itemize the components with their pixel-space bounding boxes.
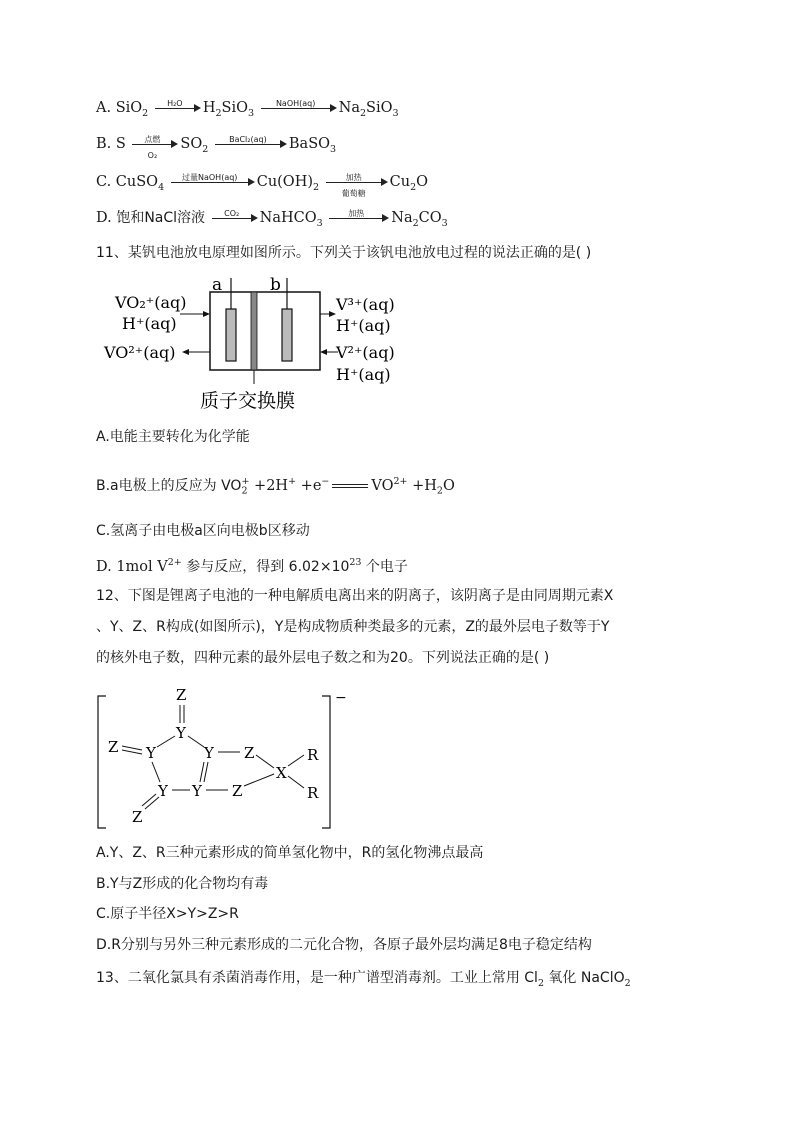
electrode-a-label: a <box>212 275 223 295</box>
reaction-arrow: CO₂ <box>212 208 258 228</box>
right-outlet-proton: H⁺(aq) <box>336 316 391 335</box>
atom-y-left: Y <box>146 744 156 762</box>
q11-option-a: A.电能主要转化为化学能 <box>96 429 250 445</box>
q11-option-d: D. 1mol $V^{2+}$ 参与反应，得到 $6.02\times 10^{23}$ 个电子 <box>96 557 408 575</box>
reaction-arrow: NaOH(aq) <box>261 98 337 118</box>
vanadium-battery-diagram <box>100 272 400 417</box>
atom-z-bottom: Z <box>132 808 143 826</box>
q13-stem: 13、二氧化氯具有杀菌消毒作用，是一种广谱型消毒剂。工业上常用 $Cl_2$ 氧化 NaClO$_2$ <box>96 970 631 989</box>
q12-option-c: C.原子半径X>Y>Z>R <box>96 906 239 922</box>
charge-label: − <box>335 690 347 706</box>
q12-stem-line1: 12、下图是锂离子电池的一种电解质电离出来的阴离子，该阴离子是由同周期元素X <box>96 588 614 604</box>
reaction-arrow: 点燃 O₂ <box>132 134 178 154</box>
q12-option-a: A.Y、Z、R三种元素形成的简单氢化物中，R的氢化物沸点最高 <box>96 845 484 861</box>
q11-option-c: C.氢离子由电极a区向电极b区移动 <box>96 523 310 539</box>
atom-r-top: R <box>307 746 319 764</box>
q10-option-a: A. SiO$_2$ H₂O $H_2SiO_3$ NaOH(aq) $Na_2SiO_3$ <box>96 99 399 119</box>
q10-option-c: C. CuSO$_4$ 过量NaOH(aq) $Cu(OH)_2$ 加热 葡萄糖 $Cu_2O$ <box>96 173 429 198</box>
right-inlet-species: V²⁺(aq) <box>336 343 395 362</box>
reaction-arrow: 加热 葡萄糖 <box>326 172 388 192</box>
atom-y-right: Y <box>204 744 214 762</box>
atom-x: X <box>276 764 287 782</box>
q12-stem-line2: 、Y、Z、R构成(如图所示)，Y是构成物质种类最多的元素，Z的最外层电子数等于Y <box>96 619 610 635</box>
reaction-arrow: H₂O <box>155 98 201 118</box>
atom-z-upper: Z <box>244 744 255 762</box>
atom-z-left: Z <box>108 738 119 756</box>
atom-z-lower: Z <box>232 782 243 800</box>
reaction-arrow: 过量NaOH(aq) <box>171 172 255 192</box>
atom-y-bottom-left: Y <box>158 782 168 800</box>
left-inlet-species: VO₂⁺(aq) <box>115 293 187 312</box>
reaction-arrow: BaCl₂(aq) <box>215 134 287 154</box>
right-inlet-proton: H⁺(aq) <box>336 365 391 384</box>
right-outlet-species: V³⁺(aq) <box>336 295 395 314</box>
left-inlet-proton: H⁺(aq) <box>122 314 177 333</box>
q10-option-d: D. 饱和NaCl溶液 CO₂ NaHCO$_3$ 加热 $Na_2CO_3$ <box>96 209 448 229</box>
atom-y-top: Y <box>176 724 186 742</box>
q12-option-d: D.R分别与另外三种元素形成的二元化合物，各原子最外层均满足8电子稳定结构 <box>96 937 592 953</box>
atom-r-bottom: R <box>307 784 319 802</box>
reaction-arrow: 加热 <box>329 208 389 228</box>
atom-z-top: Z <box>176 686 187 704</box>
q11-stem: 11、某钒电池放电原理如图所示。下列关于该钒电池放电过程的说法正确的是( ) <box>96 245 592 261</box>
anion-structure-diagram <box>92 680 362 835</box>
q12-stem-line3: 的核外电子数，四种元素的最外层电子数之和为20。下列说法正确的是( ) <box>96 650 550 666</box>
membrane-label: 质子交换膜 <box>200 390 296 412</box>
q12-option-b: B.Y与Z形成的化合物均有毒 <box>96 876 269 892</box>
left-outlet-species: VO²⁺(aq) <box>104 343 176 362</box>
atom-y-bottom-right: Y <box>192 782 202 800</box>
electrode-b-label: b <box>270 275 281 295</box>
q10-option-b: B. S 点燃 O₂ $SO_2$ BaCl₂(aq) BaSO$_3$ <box>96 135 337 160</box>
q11-option-b: B.a电极上的反应为 $VO_2^+ +2H^+ +e^-$ $VO^{2+} +H_2O$ <box>96 476 455 497</box>
